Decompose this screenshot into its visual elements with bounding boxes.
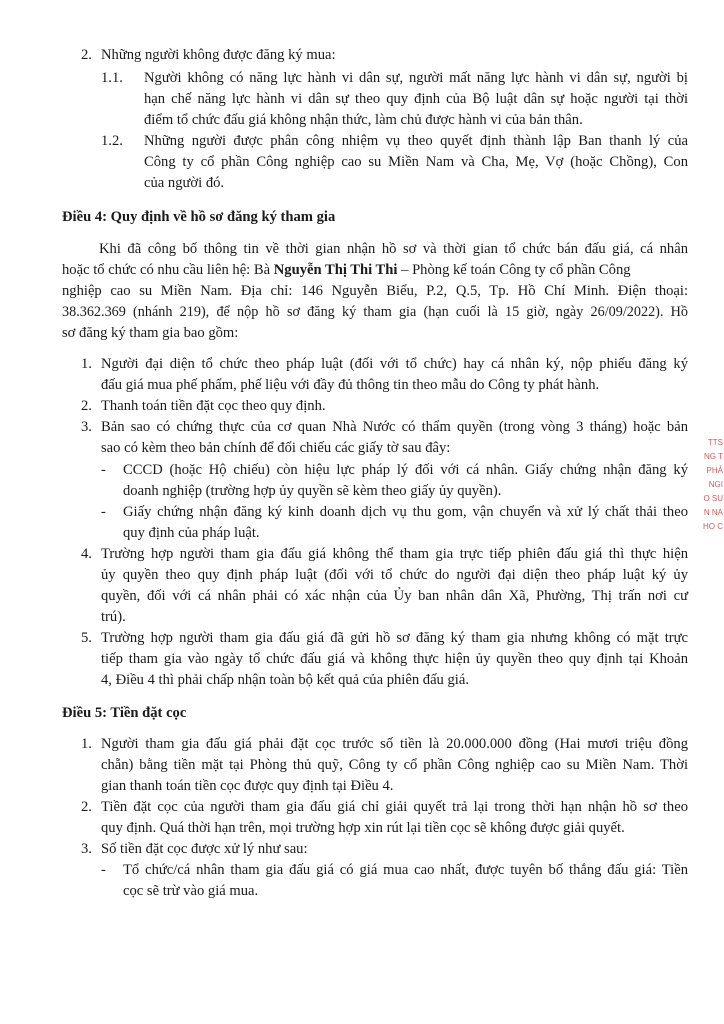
- list-number: 2.: [81, 398, 92, 414]
- list-number: 1.1.: [101, 70, 123, 86]
- paragraph-line: Bản sao có chứng thực của cơ quan Nhà Nước có thẩm quyền (trong vòng 3 tháng) hoặc bản: [101, 419, 688, 435]
- list-number: 1.: [81, 356, 92, 372]
- paragraph-line: gian thanh toán tiền cọc được quy định tại Điều 4.: [101, 778, 394, 794]
- paragraph-line: Trường hợp người tham gia đấu giá đã gửi hồ sơ đăng ký tham gia nhưng không có mặt trực: [101, 630, 688, 646]
- list-number: 3.: [81, 419, 92, 435]
- article-heading: Điều 4: Quy định về hồ sơ đăng ký tham gia: [62, 209, 336, 225]
- paragraph-line: cọc sẽ trừ vào giá mua.: [123, 883, 259, 899]
- list-number: 5.: [81, 630, 92, 646]
- paragraph-line: đấu giá mua phế phẩm, phế liệu với đầy đủ thông tin theo mẫu do Công ty phát hành.: [101, 377, 600, 393]
- list-number: 3.: [81, 841, 92, 857]
- paragraph-line: Những người được phân công nhiệm vụ theo quyết định thành lập Ban thanh lý của: [144, 133, 688, 149]
- article-heading: Điều 5: Tiền đặt cọc: [62, 705, 187, 721]
- paragraph-line: Tiền đặt cọc của người tham gia đấu giá chỉ giải quyết trả lại trong thời hạn nhận hồ sơ theo: [101, 799, 688, 815]
- paragraph-line: trú).: [101, 609, 126, 625]
- paragraph-line: hoặc tổ chức có nhu cầu liên hệ: Bà Nguyễn Thị Thi Thi – Phòng kế toán Công ty cổ phần Công: [62, 262, 631, 278]
- paragraph-line: Giấy chứng nhận đăng ký kinh doanh dịch vụ thu gom, vận chuyển và xử lý chất thải theo: [123, 504, 688, 520]
- paragraph-line: doanh nghiệp (trường hợp ủy quyền sẽ kèm theo giấy ủy quyền).: [123, 483, 502, 499]
- section-title: Những người không được đăng ký mua:: [101, 47, 336, 63]
- company-seal-fragment: TTS NG T PHẢ NGI O SU N NA HO C: [703, 438, 723, 531]
- paragraph-line: Khi đã công bố thông tin về thời gian nhận hồ sơ và thời gian tổ chức bán đấu giá, cá nhân: [99, 241, 688, 257]
- list-number: 2.: [81, 47, 92, 63]
- paragraph-line: sao có kèm theo bản chính để đối chiếu các giấy tờ sau đây:: [101, 440, 451, 456]
- paragraph-line: Người đại diện tổ chức theo pháp luật (đối với tổ chức) hay cá nhân ký, nộp phiếu đăng ký: [101, 356, 688, 372]
- paragraph-line: tiếp tham gia vào ngày tổ chức đấu giá và không thực hiện ủy quyền theo quy định tại Khoản: [101, 651, 688, 667]
- paragraph-line: ủy quyền theo quy định pháp luật (đối với tổ chức do người đại diện theo pháp luật ký ủy: [101, 567, 688, 583]
- list-number: 1.2.: [101, 133, 123, 149]
- paragraph-line: Thanh toán tiền đặt cọc theo quy định.: [101, 398, 326, 414]
- contact-name: Nguyễn Thị Thi Thi: [273, 262, 398, 278]
- paragraph-line: của người đó.: [144, 175, 225, 191]
- paragraph-line: Trường hợp người tham gia đấu giá không thể tham gia trực tiếp phiên đấu giá thì thực hiện: [101, 546, 688, 562]
- paragraph-line: điểm tổ chức đấu giá không nhận thức, làm chủ được hành vi của bản thân.: [144, 112, 583, 128]
- dash-bullet: -: [101, 462, 106, 478]
- paragraph-line: hạn chế năng lực hành vi dân sự theo quy định của Bộ luật dân sự hoặc người tại thời: [144, 91, 688, 107]
- paragraph-line: nghiệp cao su Miền Nam. Địa chỉ: 146 Nguyễn Biểu, P.2, Q.5, Tp. Hồ Chí Minh. Điện thoại:: [62, 283, 688, 299]
- paragraph-line: Tổ chức/cá nhân tham gia đấu giá có giá mua cao nhất, được tuyên bố thắng đấu giá: Tiền: [123, 862, 688, 878]
- paragraph-line: quy định của pháp luật.: [123, 525, 260, 541]
- dash-bullet: -: [101, 862, 106, 878]
- list-number: 2.: [81, 799, 92, 815]
- paragraph-line: CCCD (hoặc Hộ chiếu) còn hiệu lực pháp lý đối với cá nhân. Giấy chứng nhận đăng ký: [123, 462, 688, 478]
- paragraph-line: Người tham gia đấu giá phải đặt cọc trước số tiền là 20.000.000 đồng (Hai mươi triệu đồng: [101, 736, 688, 752]
- paragraph-line: sơ đăng ký tham gia bao gồm:: [62, 325, 239, 341]
- paragraph-line: quyền, đối với cá nhân phải có xác nhận của Ủy ban nhân dân Xã, Phường, Thị trấn nơi cư: [101, 588, 688, 604]
- dash-bullet: -: [101, 504, 106, 520]
- list-number: 4.: [81, 546, 92, 562]
- paragraph-line: Người không có năng lực hành vi dân sự, người mất năng lực hành vi dân sự, người bị: [144, 70, 688, 86]
- paragraph-line: quy định. Quá thời hạn trên, mọi trường hợp xin rút lại tiền cọc sẽ không được giải quyết.: [101, 820, 625, 836]
- list-number: 1.: [81, 736, 92, 752]
- paragraph-line: 4, Điều 4 thì phải chấp nhận toàn bộ kết quả của phiên đấu giá.: [101, 672, 469, 688]
- paragraph-line: Số tiền đặt cọc được xử lý như sau:: [101, 841, 308, 857]
- paragraph-line: 38.362.369 (nhánh 219), để nộp hồ sơ đăng ký tham gia (hạn cuối là 15 giờ, ngày 26/09/2022). Hồ: [62, 304, 688, 320]
- paragraph-line: Công ty cổ phần Công nghiệp cao su Miền Nam và Cha, Mẹ, Vợ (hoặc Chồng), Con: [144, 154, 688, 170]
- paragraph-line: chẵn) bằng tiền mặt tại Phòng thủ quỹ, Công ty cổ phần Công nghiệp cao su Miền Nam. Thời: [101, 757, 688, 773]
